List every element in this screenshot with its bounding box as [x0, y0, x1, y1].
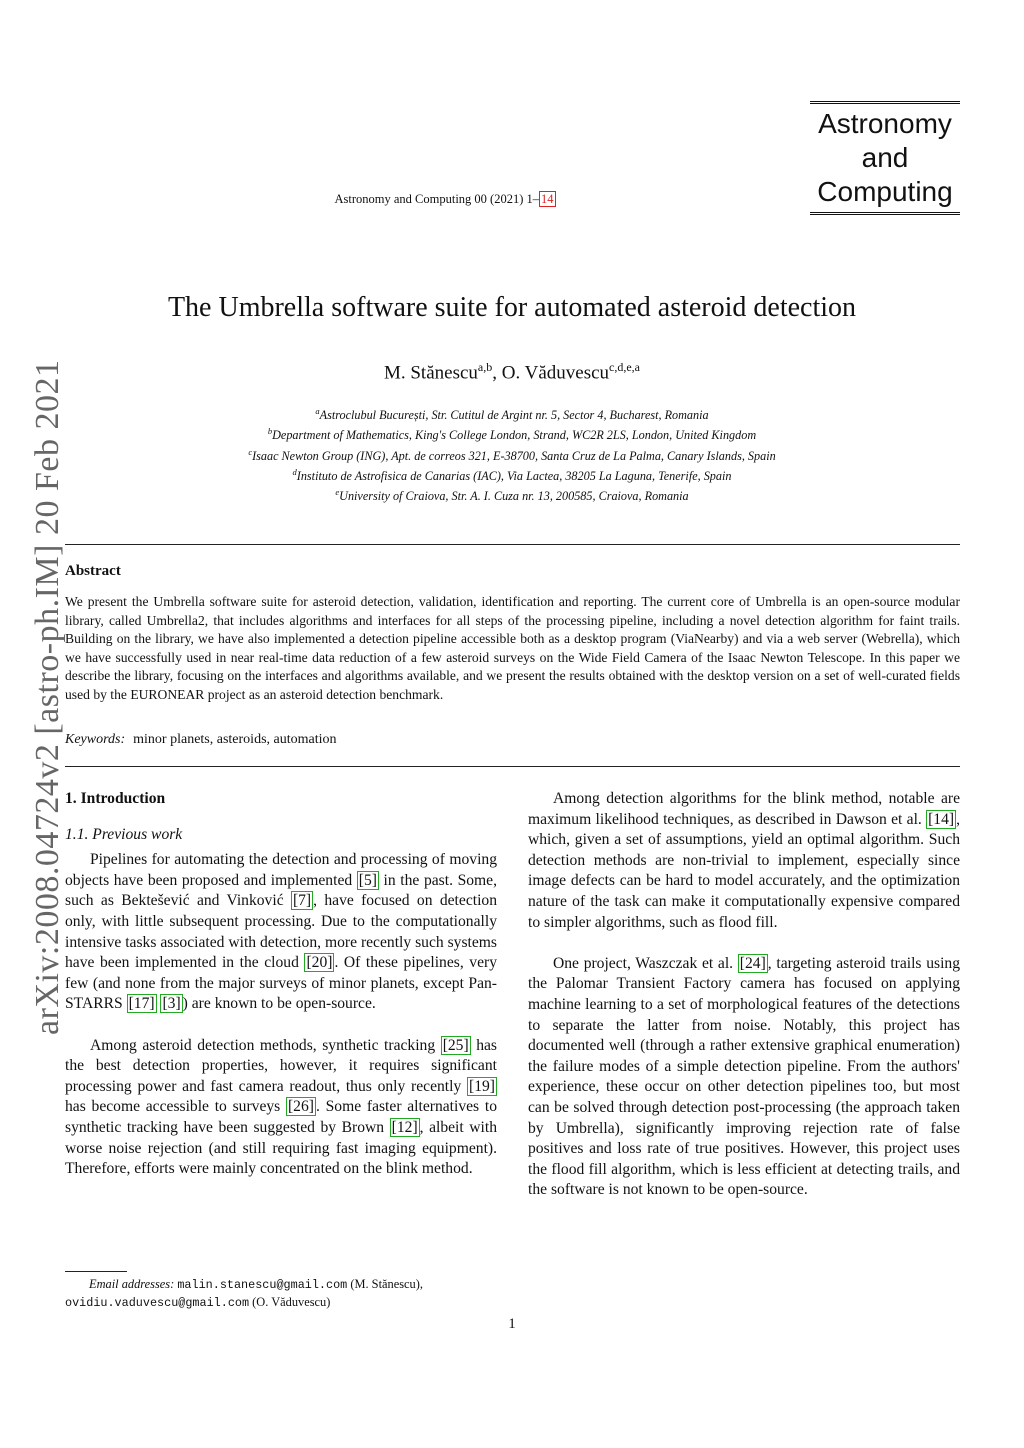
journal-citation-line — [250, 192, 640, 207]
abstract-text: We present the Umbrella software suite for asteroid detection, validation, identification and reporting. The current core of Umbrella is an open-source modular library, called Umbrella2, that includes algorithms and interfaces for all steps of the processing pipeline, including a novel detection algorithm for faint trails. Building on the library, we have also implemented a detection pipeline accessible both as a desktop program (ViaNearby) and via a web server (Webrella), which we have successfully used in near real-time data reduction of a few asteroid surveys on the Wide Field Camera of the Isaac Newton Telescope. In this paper we describe the library, focusing on the interfaces and algorithms available, and we present the results obtained with the desktop version on a set of well-curated fields used by the EURONEAR project as an asteroid detection benchmark. — [65, 594, 960, 702]
author-list — [60, 360, 964, 384]
affiliation-text: University of Craiova, Str. A. I. Cuza nr. 13, 200585, Craiova, Romania — [339, 489, 689, 504]
email-owner: (M. Stănescu), — [347, 1277, 423, 1291]
section-heading: 1. Introduction — [65, 790, 166, 807]
citation-link[interactable]: [19] — [469, 1077, 495, 1095]
footnote-label: Email addresses: — [89, 1277, 175, 1291]
body-paragraph: Among detection algorithms for the blink method, notable are maximum likelihood techniques, as described in Dawson et al. [14] , which, given a set of assumptions, yield an optimal algorithm. Such detection methods are non-trivial to implement, especially since image defects can be hard to model accurately, and the optimization nature of the task can make it computationally expensive compared to simpler algorithms, such as flood fill. — [528, 790, 960, 931]
citation-link[interactable]: [26] — [287, 1098, 314, 1116]
left-column — [65, 789, 497, 1180]
affiliation-item — [60, 403, 964, 423]
affiliation-mark: c — [248, 446, 253, 457]
affiliation-mark: d — [292, 466, 297, 477]
footnote-divider — [65, 1271, 127, 1272]
citation-link[interactable]: [12] — [391, 1118, 418, 1136]
affiliation-text: Isaac Newton Group (ING), Apt. de correos 321, E-38700, Santa Cruz de La Palma, Canary Islands, Spain — [252, 448, 776, 463]
author-name: O. Văduvescu — [501, 362, 610, 384]
keywords-label: Keywords: — [65, 732, 126, 747]
paper-title: The Umbrella software suite for automated asteroid detection — [167, 292, 857, 323]
page-number: 1 — [508, 1316, 516, 1332]
citation-link[interactable]: [7] — [292, 892, 312, 910]
affiliation-item — [60, 484, 964, 504]
abstract-top-divider — [65, 544, 960, 545]
body-paragraph: Among asteroid detection methods, synthetic tracking [25] has the best detection properties, however, it requires significant processing power and fast camera readout, thus only recently [19] has become accessible to surveys [26] . Some faster alternatives to synthetic tracking have been suggested by Brown [12] , albeit with worse noise rejection (and still requiring fast imaging equipment). Therefore, efforts were mainly concentrated on the blink method. — [65, 1036, 497, 1178]
affiliation-text: Instituto de Astrofisica de Canarias (IAC), Via Lactea, 38205 La Laguna, Tenerife, Spain — [296, 468, 732, 483]
citation-link[interactable]: [17] — [128, 995, 155, 1013]
affiliation-list — [60, 403, 964, 504]
affiliation-mark: a — [315, 406, 320, 416]
arxiv-identifier: arXiv:2008.04724v2 [astro-ph.IM] 20 Feb 2021 — [29, 359, 66, 1035]
author-affiliation-marks: c,d,e,a — [609, 360, 641, 374]
body-paragraph: Pipelines for automating the detection and processing of moving objects have been proposed and implemented [5] in the past. Some, such as Bektešević and Vinković [7] , have focused on detection only, with little subsequent processing. Due to the computationally intensive tasks associated with detection, more recently such systems have been implemented in the cloud [20] . Of these pipelines, very few (and none from the major surveys of minor planets, except Pan-STARRS [17] [3] ) are known to be open-source. — [65, 851, 497, 1013]
footnote — [65, 1276, 423, 1312]
journal-page-ref-link[interactable]: 14 — [541, 192, 554, 206]
journal-logo-word: and — [861, 142, 909, 173]
body-paragraph: One project, Waszczak et al. [24] , targeting asteroid trails using the Palomar Transient Factory camera has focused on applying machine learning to a set of morphological features of the detections to separate the latter from noise. Notably, this project has documented well (through a rather extensive graphical enumeration) the failure modes of a simple detection pipeline. From the authors' experience, these occur on other detection pipelines too, but most can be solved through detection post-processing (the approach taken by Umbrella), significantly improving rejection rate of false positives and loss rate of true positives. However, this project uses the flood fill algorithm, which is less efficient at detecting trails, and the software is not known to be open-source. — [528, 954, 960, 1199]
journal-citation-text: Astronomy and Computing 00 (2021) 1– — [334, 192, 539, 206]
email-address: ovidiu.vaduvescu@gmail.com — [65, 1296, 250, 1310]
citation-link[interactable]: [5] — [358, 871, 377, 889]
citation-link[interactable]: [20] — [306, 954, 333, 972]
affiliation-item — [60, 464, 964, 484]
affiliation-item — [60, 423, 964, 443]
email-address: malin.stanescu@gmail.com — [177, 1278, 348, 1292]
citation-link[interactable]: [24] — [739, 954, 766, 972]
author-separator: , — [492, 362, 502, 384]
keywords-line — [65, 732, 337, 748]
email-owner: (O. Văduvescu) — [249, 1295, 331, 1309]
author-affiliation-marks: a,b — [477, 360, 493, 374]
affiliation-text: Department of Mathematics, King's College London, Strand, WC2R 2LS, London, United Kingdom — [272, 428, 757, 443]
affiliation-text: Astroclubul București, Str. Cutitul de Argint nr. 5, Sector 4, Bucharest, Romania — [319, 408, 709, 423]
journal-logo — [810, 100, 960, 216]
affiliation-item — [60, 444, 964, 464]
journal-logo-word: Computing — [817, 176, 953, 207]
subsection-heading: 1.1. Previous work — [65, 825, 183, 843]
right-column — [528, 789, 960, 1201]
abstract-heading: Abstract — [65, 563, 121, 579]
footnote-line — [65, 1294, 423, 1312]
author-name: M. Stănescu — [383, 362, 478, 384]
journal-logo-word: Astronomy — [818, 108, 952, 139]
abstract-bottom-divider — [65, 766, 960, 767]
keywords-text: minor planets, asteroids, automation — [133, 732, 337, 747]
citation-link[interactable]: [25] — [442, 1036, 469, 1054]
affiliation-mark: e — [335, 487, 340, 498]
affiliation-mark: b — [267, 426, 273, 437]
citation-link[interactable]: [14] — [928, 810, 955, 828]
footnote-line — [65, 1276, 423, 1294]
citation-link[interactable]: [3] — [162, 995, 181, 1013]
